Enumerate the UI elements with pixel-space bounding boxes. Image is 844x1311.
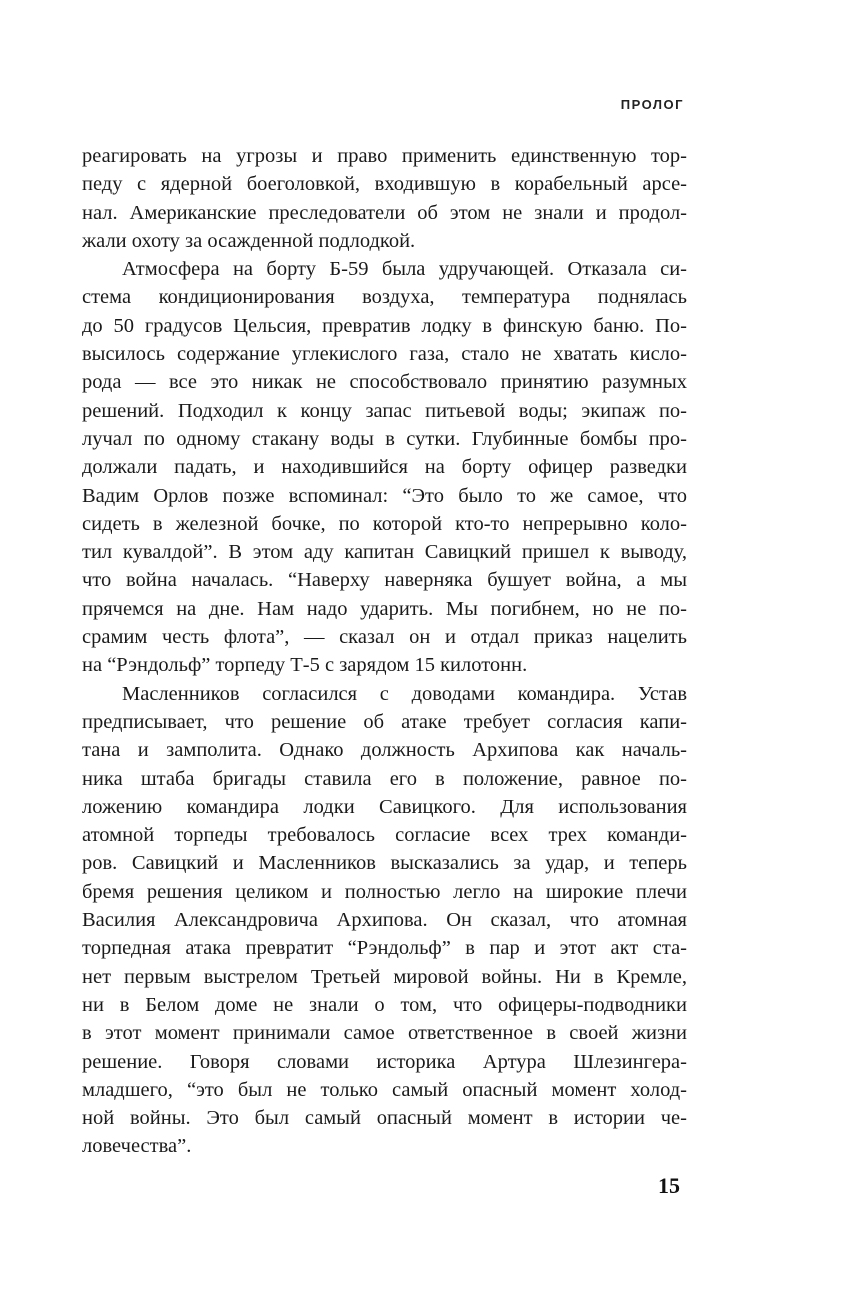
text-line: ловечества”. (82, 1135, 192, 1158)
paragraph-first-line: Масленников согласился с доводами командира. Устав (122, 682, 687, 705)
text-line: должали падать, и находившийся на борту офицер разведки (82, 456, 687, 479)
text-line: жали охоту за осажденной подлодкой. (82, 229, 416, 252)
text-line: ров. Савицкий и Масленников высказались за удар, и теперь (82, 852, 687, 875)
text-line: высилось содержание углекислого газа, стало не хватать кисло- (82, 343, 687, 366)
text-line: ной войны. Это был самый опасный момент в истории че- (82, 1107, 687, 1130)
text-line: в этот момент принимали самое ответственное в своей жизни (82, 1022, 687, 1045)
text-line: рода — все это никак не способствовало принятию разумных (82, 371, 687, 394)
text-line: ника штаба бригады ставила его в положение, равное по- (82, 767, 687, 790)
text-line: на “Рэндольф” торпеду Т-5 с зарядом 15 килотонн. (82, 654, 528, 677)
text-line: нал. Американские преследователи об этом не знали и продол- (82, 201, 687, 224)
text-line: до 50 градусов Цельсия, превратив лодку в финскую баню. По- (82, 314, 687, 337)
page-number: 15 (658, 1173, 680, 1198)
text-line: бремя решения целиком и полностью легло на широкие плечи (82, 880, 687, 903)
body-text (82, 142, 687, 1161)
text-line: реагировать на угрозы и право применить единственную тор- (82, 145, 687, 167)
text-line: ни в Белом доме не знали о том, что офицеры-подводники (82, 993, 687, 1016)
text-line: прячемся на дне. Нам надо ударить. Мы погибнем, но не по- (82, 597, 687, 620)
text-line: решений. Подходил к концу запас питьевой воды; экипаж по- (82, 399, 687, 422)
text-line: младшего, “это был не только самый опасный момент холод- (82, 1078, 687, 1101)
running-head: ПРОЛОГ (620, 97, 684, 112)
text-line: решение. Говоря словами историка Артура Шлезингера- (82, 1050, 687, 1073)
text-line: что война началась. “Наверху наверняка бушует война, а мы (82, 569, 687, 592)
text-line: Вадим Орлов позже вспоминал: “Это было то же самое, что (82, 484, 687, 507)
text-line: ложению командира лодки Савицкого. Для использования (82, 795, 687, 818)
text-line: стема кондиционирования воздуха, температура поднялась (82, 286, 687, 309)
text-line: нет первым выстрелом Третьей мировой войны. Ни в Кремле, (82, 965, 687, 988)
text-line: предписывает, что решение об атаке требует согласия капи- (82, 710, 687, 733)
text-line: Василия Александровича Архипова. Он сказал, что атомная (82, 909, 687, 932)
text-line: тил кувалдой”. В этом аду капитан Савицкий пришел к выводу, (82, 541, 687, 564)
text-line: торпедная атака превратит “Рэндольф” в пар и этот акт ста- (82, 937, 687, 960)
text-line: атомной торпеды требовалось согласие всех трех команди- (82, 824, 687, 847)
text-line: лучал по одному стакану воды в сутки. Глубинные бомбы про- (82, 427, 687, 450)
text-line: срамим честь флота”, — сказал он и отдал приказ нацелить (82, 626, 687, 649)
text-line: педу с ядерной боеголовкой, входившую в корабельный арсе- (82, 173, 687, 196)
text-line: тана и замполита. Однако должность Архипова как началь- (82, 739, 687, 762)
paragraph-first-line: Атмосфера на борту Б-59 была удручающей. Отказала си- (122, 258, 687, 281)
text-line: сидеть в железной бочке, по которой кто-то непрерывно коло- (82, 512, 687, 535)
